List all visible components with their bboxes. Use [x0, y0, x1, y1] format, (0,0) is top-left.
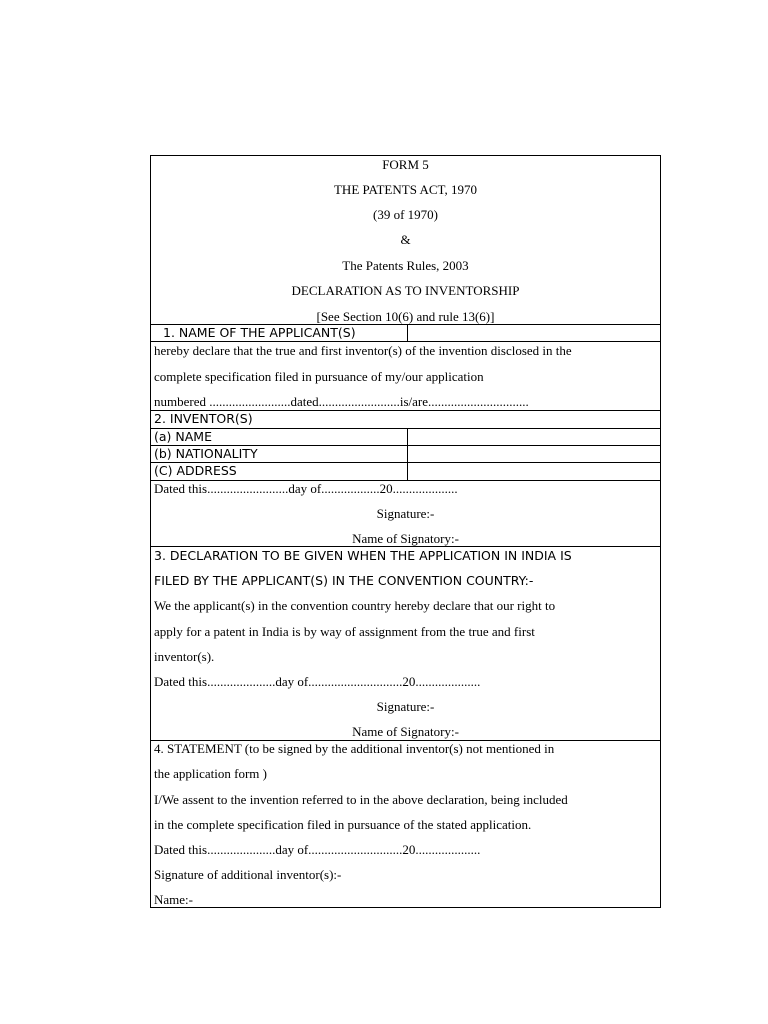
dated-line: Dated this.....................day of.............................20.................... [154, 842, 481, 857]
signatory-name-label: Name of Signatory:- [352, 724, 459, 739]
convention-line-3: inventor(s). [154, 649, 215, 664]
convention-line-2: apply for a patent in India is by way of assignment from the true and first [154, 624, 535, 639]
divider [151, 341, 660, 342]
applicant-heading: 1. NAME OF THE APPLICANT(S) [163, 325, 356, 340]
inventorship-declaration-form [150, 155, 661, 908]
inventor-nationality-label: (b) NATIONALITY [154, 446, 258, 461]
declaration-line-2: complete specification filed in pursuance of my/our application [154, 369, 484, 384]
dated-line: Dated this.........................day of..................20.................... [154, 481, 458, 496]
statement-heading-line-2: the application form ) [154, 766, 267, 781]
divider [151, 428, 660, 429]
declaration-line-1: hereby declare that the true and first inventor(s) of the invention disclosed in the [154, 343, 572, 358]
statement-heading-line-1: 4. STATEMENT (to be signed by the additional inventor(s) not mentioned in [154, 741, 555, 756]
section-reference: [See Section 10(6) and rule 13(6)] [316, 309, 495, 324]
signatory-name-label: Name of Signatory:- [352, 531, 459, 546]
ampersand: & [400, 232, 411, 247]
rules-title: The Patents Rules, 2003 [342, 258, 469, 273]
signature-label: Signature:- [376, 699, 435, 714]
divider [151, 546, 660, 547]
act-title: THE PATENTS ACT, 1970 [333, 182, 477, 197]
statement-line-1: I/We assent to the invention referred to in the above declaration, being included [154, 792, 568, 807]
inventor-address-label: (C) ADDRESS [154, 463, 237, 478]
signature-label: Signature:- [376, 506, 435, 521]
statement-line-2: in the complete specification filed in pursuance of the stated application. [154, 817, 532, 832]
inventor-heading: 2. INVENTOR(S) [154, 411, 253, 426]
declaration-line-3: numbered .........................dated.........................is/are............................... [154, 394, 529, 409]
form-title: DECLARATION AS TO INVENTORSHIP [291, 283, 520, 298]
act-number: (39 of 1970) [373, 207, 438, 222]
additional-inventor-signature-label: Signature of additional inventor(s):- [154, 867, 342, 882]
form-number: FORM 5 [382, 157, 429, 172]
dated-line: Dated this.....................day of.............................20.................... [154, 674, 481, 689]
column-divider [407, 324, 408, 341]
column-divider [407, 428, 408, 480]
convention-line-1: We the applicant(s) in the convention country hereby declare that our right to [154, 598, 556, 613]
additional-inventor-name-label: Name:- [154, 892, 193, 907]
convention-heading-line-2: FILED BY THE APPLICANT(S) IN THE CONVENTION COUNTRY:- [154, 573, 534, 588]
convention-heading-line-1: 3. DECLARATION TO BE GIVEN WHEN THE APPLICATION IN INDIA IS [154, 548, 572, 563]
inventor-name-label: (a) NAME [154, 429, 212, 444]
